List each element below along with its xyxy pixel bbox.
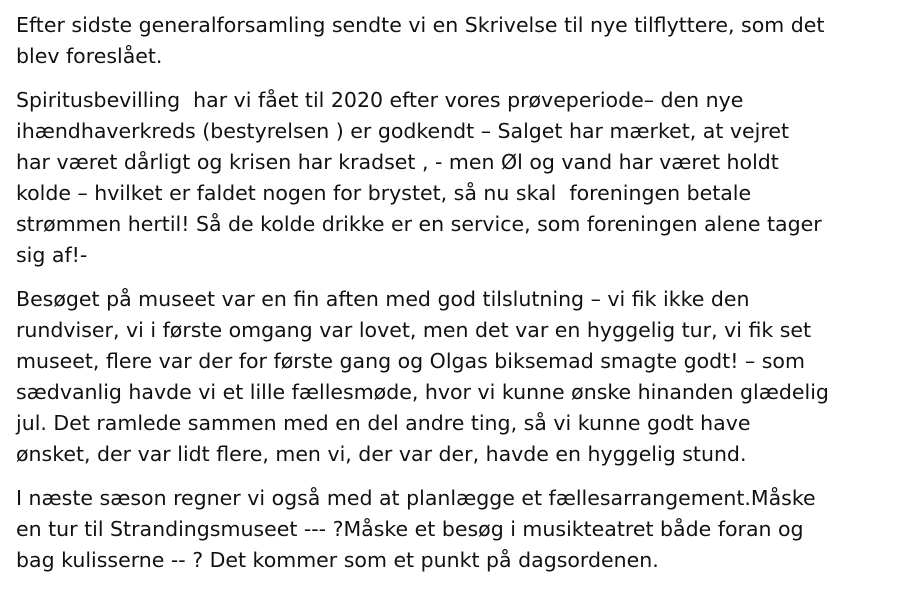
text-line: har været dårligt og krisen har kradset , - men Øl og vand har været holdt: [16, 150, 779, 174]
paragraph-museum-visit: [16, 284, 920, 470]
text-line: en tur til Strandingsmuseet --- ?Måske et besøg i musikteatret både foran og: [16, 517, 804, 541]
text-line: blev foreslået.: [16, 44, 163, 68]
text-line: sædvanlig havde vi et lille fællesmøde, hvor vi kunne ønske hinanden glædelig: [16, 380, 829, 404]
text-line: bag kulisserne -- ? Det kommer som et punkt på dagsordenen.: [16, 548, 659, 572]
text-line: museet, flere var der for første gang og Olgas biksemad smagte godt! – som: [16, 349, 805, 373]
text-line: Spiritusbevilling har vi fået til 2020 efter vores prøveperiode– den nye: [16, 88, 744, 112]
text-line: rundviser, vi i første omgang var lovet, men det var en hyggelig tur, vi fik set: [16, 318, 812, 342]
text-line: jul. Det ramlede sammen med en del andre ting, så vi kunne godt have: [16, 411, 751, 435]
text-line: strømmen hertil! Så de kolde drikke er en service, som foreningen alene tager: [16, 212, 822, 236]
paragraph-general-assembly: [16, 10, 920, 72]
text-line: sig af!-: [16, 243, 88, 267]
text-line: ønsket, der var lidt flere, men vi, der var der, havde en hyggelig stund.: [16, 442, 747, 466]
paragraph-liquor-license: [16, 85, 920, 271]
text-line: I næste sæson regner vi også med at planlægge et fællesarrangement.Måske: [16, 486, 816, 510]
text-line: Besøget på museet var en fin aften med god tilslutning – vi fik ikke den: [16, 287, 750, 311]
text-line: kolde – hvilket er faldet nogen for brystet, så nu skal foreningen betale: [16, 181, 752, 205]
text-line: Efter sidste generalforsamling sendte vi en Skrivelse til nye tilflyttere, som det: [16, 13, 825, 37]
paragraph-next-season: [16, 483, 920, 576]
text-line: ihændhaverkreds (bestyrelsen ) er godkendt – Salget har mærket, at vejret: [16, 119, 789, 143]
